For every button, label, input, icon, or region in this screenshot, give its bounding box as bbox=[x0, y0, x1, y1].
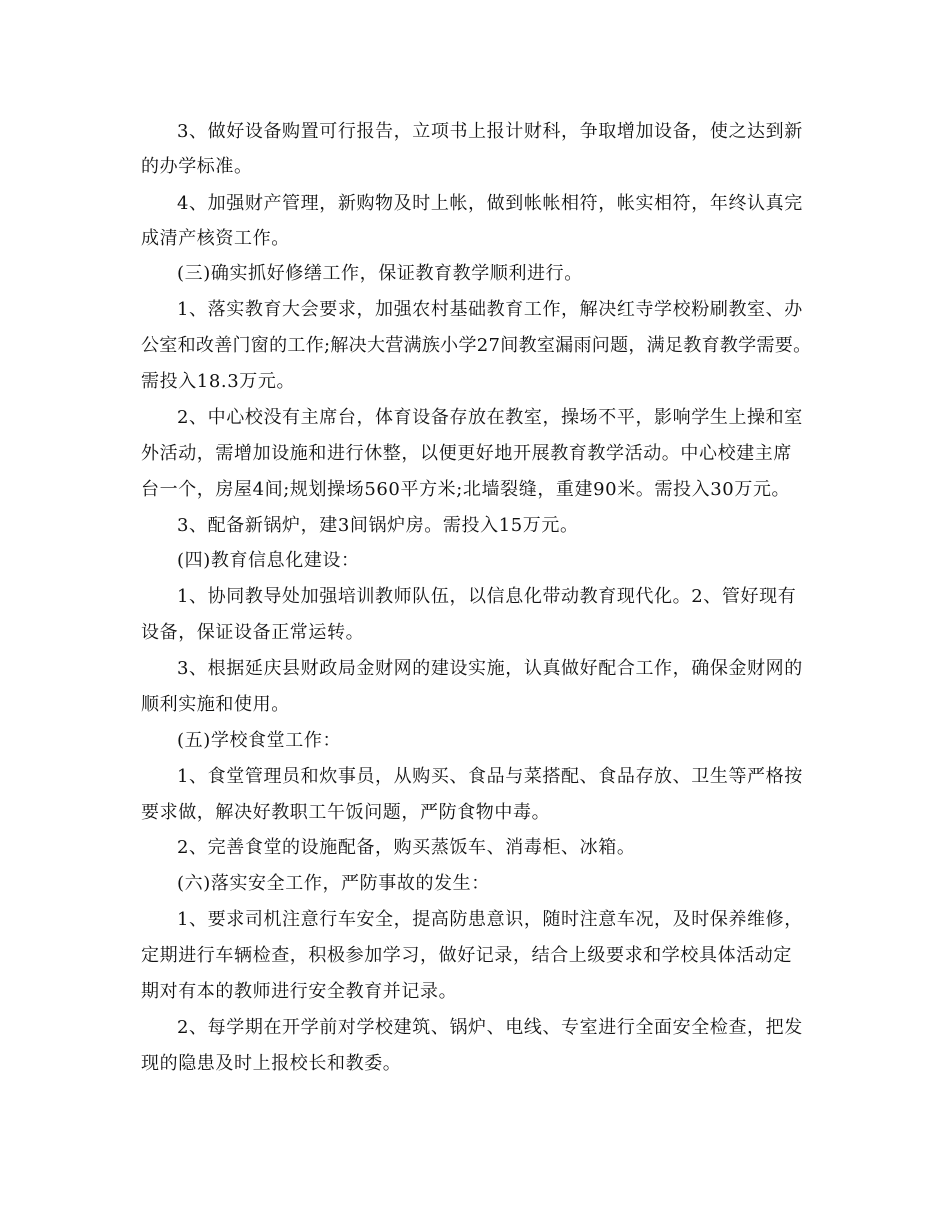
text-line: 4、加强财产管理，新购物及时上帐，做到帐帐相符，帐实相符，年终认真完 bbox=[177, 193, 803, 214]
text-line: 2、中心校没有主席台，体育设备存放在教室，操场不平，影响学生上操和室 bbox=[177, 407, 803, 428]
text-line: 1、协同教导处加强培训教师队伍，以信息化带动教育现代化。2、管好现有 bbox=[177, 586, 797, 607]
text-line: 公室和改善门窗的工作;解决大营满族小学27间教室漏雨问题，满足教育教学需要。 bbox=[141, 335, 812, 356]
section-heading: (三)确实抓好修缮工作，保证教育教学顺利进行。 bbox=[177, 263, 583, 284]
text-line: 3、根据延庆县财政局金财网的建设实施，认真做好配合工作，确保金财网的 bbox=[177, 658, 803, 679]
text-line: 1、要求司机注意行车安全，提高防患意识，随时注意车况，及时保养维修， bbox=[177, 909, 803, 930]
text-line: 要求做，解决好教职工午饭问题，严防食物中毒。 bbox=[141, 802, 551, 823]
text-line: 现的隐患及时上报校长和教委。 bbox=[141, 1053, 402, 1074]
text-line: 1、食堂管理员和炊事员，从购买、食品与菜搭配、食品存放、卫生等严格按 bbox=[177, 766, 803, 787]
text-line: 设备，保证设备正常运转。 bbox=[141, 622, 365, 643]
text-line: 定期进行车辆检查，积极参加学习，做好记录，结合上级要求和学校具体活动定 bbox=[141, 945, 792, 966]
text-line: 顺利实施和使用。 bbox=[141, 694, 290, 715]
text-line: 1、落实教育大会要求，加强农村基础教育工作，解决红寺学校粉刷教室、办 bbox=[177, 299, 803, 320]
text-line: 2、每学期在开学前对学校建筑、锅炉、电线、专室进行全面安全检查，把发 bbox=[177, 1017, 803, 1038]
text-line: 3、做好设备购置可行报告，立项书上报计财科，争取增加设备，使之达到新 bbox=[177, 121, 803, 142]
section-heading: (五)学校食堂工作： bbox=[177, 730, 342, 751]
text-line: 成清产核资工作。 bbox=[141, 228, 290, 249]
text-line: 外活动，需增加设施和进行休整，以便更好地开展教育教学活动。中心校建主席 bbox=[141, 443, 792, 464]
text-line: 的办学标准。 bbox=[141, 156, 253, 177]
section-heading: (四)教育信息化建设： bbox=[177, 550, 360, 571]
text-line: 期对有本的教师进行安全教育并记录。 bbox=[141, 981, 458, 1002]
text-line: 台一个，房屋4间;规划操场560平方米;北墙裂缝，重建90米。需投入30万元。 bbox=[141, 479, 791, 500]
text-line: 2、完善食堂的设施配备，购买蒸饭车、消毒柜、冰箱。 bbox=[177, 837, 636, 858]
text-line: 3、配备新锅炉，建3间锅炉房。需投入15万元。 bbox=[177, 515, 579, 536]
section-heading: (六)落实安全工作，严防事故的发生： bbox=[177, 873, 490, 894]
text-line: 需投入18.3万元。 bbox=[141, 371, 296, 392]
